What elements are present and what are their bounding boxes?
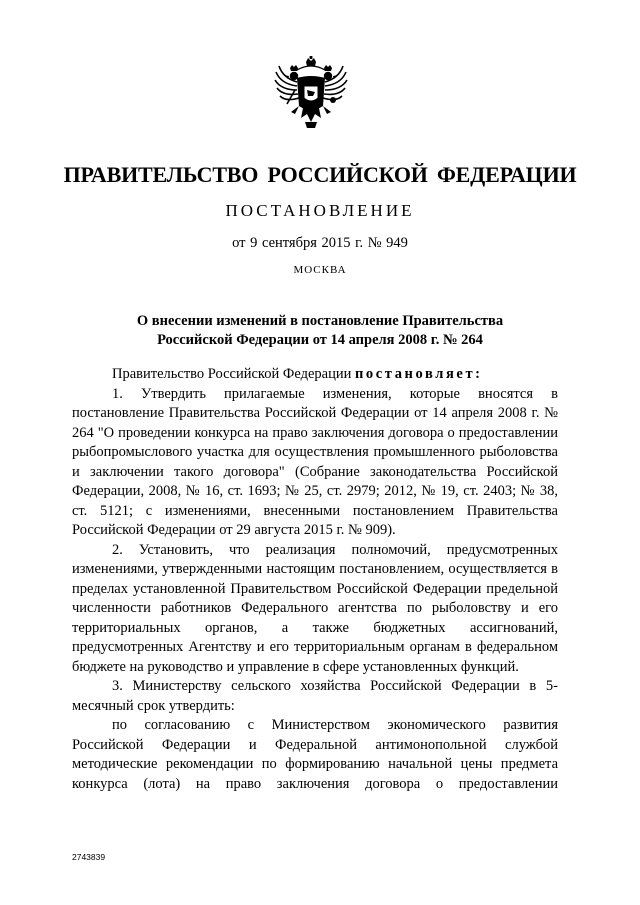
russian-coat-of-arms-icon bbox=[273, 56, 349, 140]
title-line-2: Российской Федерации от 14 апреля 2008 г. № 264 bbox=[157, 332, 483, 348]
document-title bbox=[90, 312, 550, 350]
government-name: ПРАВИТЕЛЬСТВО РОССИЙСКОЙ ФЕДЕРАЦИИ bbox=[63, 162, 577, 187]
paragraph-1: 1. Утвердить прилагаемые изменения, которые вносятся в постановление Правительства Российской Федерации от 14 апреля 2008 г. № 264 "О проведении конкурса на право заключения договора о предоставлении рыбопромыслового участка для осуществления промышленного рыболовства и заключении такого договора" (Собрание законодательства Российской Федерации, 2008, № 16, ст. 1693; № 25, ст. 2979; 2012, № 19, ст. 2403; № 38, ст. 5121; с изменениями, внесенными постановлением Правительства Российской Федерации от 29 августа 2015 г. № 909). bbox=[72, 385, 558, 538]
document-id-number: 2743839 bbox=[72, 852, 106, 862]
paragraph-2: 2. Установить, что реализация полномочий, предусмотренных изменениями, утвержденными настоящим постановлением, осуществляется в пределах установленной Правительством Российской Федерации предельной численности работников Федерального агентства по рыболовству и его территориальных органов, а также бюджетных ассигнований, предусмотренных Агентству и его территориальным органам в федеральном бюджете на руководство и управление в сфере установленных функций. bbox=[72, 541, 558, 675]
title-line-1: О внесении изменений в постановление Правительства bbox=[136, 313, 504, 329]
preamble-lead: Правительство Российской Федерации bbox=[112, 366, 355, 382]
preamble bbox=[72, 365, 558, 385]
document-city: МОСКВА bbox=[293, 264, 347, 276]
paragraph-3-item: по согласованию с Министерством экономического развития Российской Федерации и Федеральной антимонопольной службой методические рекомендации по формированию начальной цены предмета конкурса (лота) на право заключения договора о предоставлении bbox=[72, 717, 558, 792]
document-type: ПОСТАНОВЛЕНИЕ bbox=[225, 201, 415, 220]
document-date-number: от 9 сентября 2015 г. № 949 bbox=[232, 235, 408, 251]
document-body bbox=[72, 365, 558, 794]
preamble-verb: постановляет: bbox=[354, 366, 483, 382]
paragraph-3: 3. Министерству сельского хозяйства Российской Федерации в 5-месячный срок утвердить: bbox=[72, 678, 558, 714]
